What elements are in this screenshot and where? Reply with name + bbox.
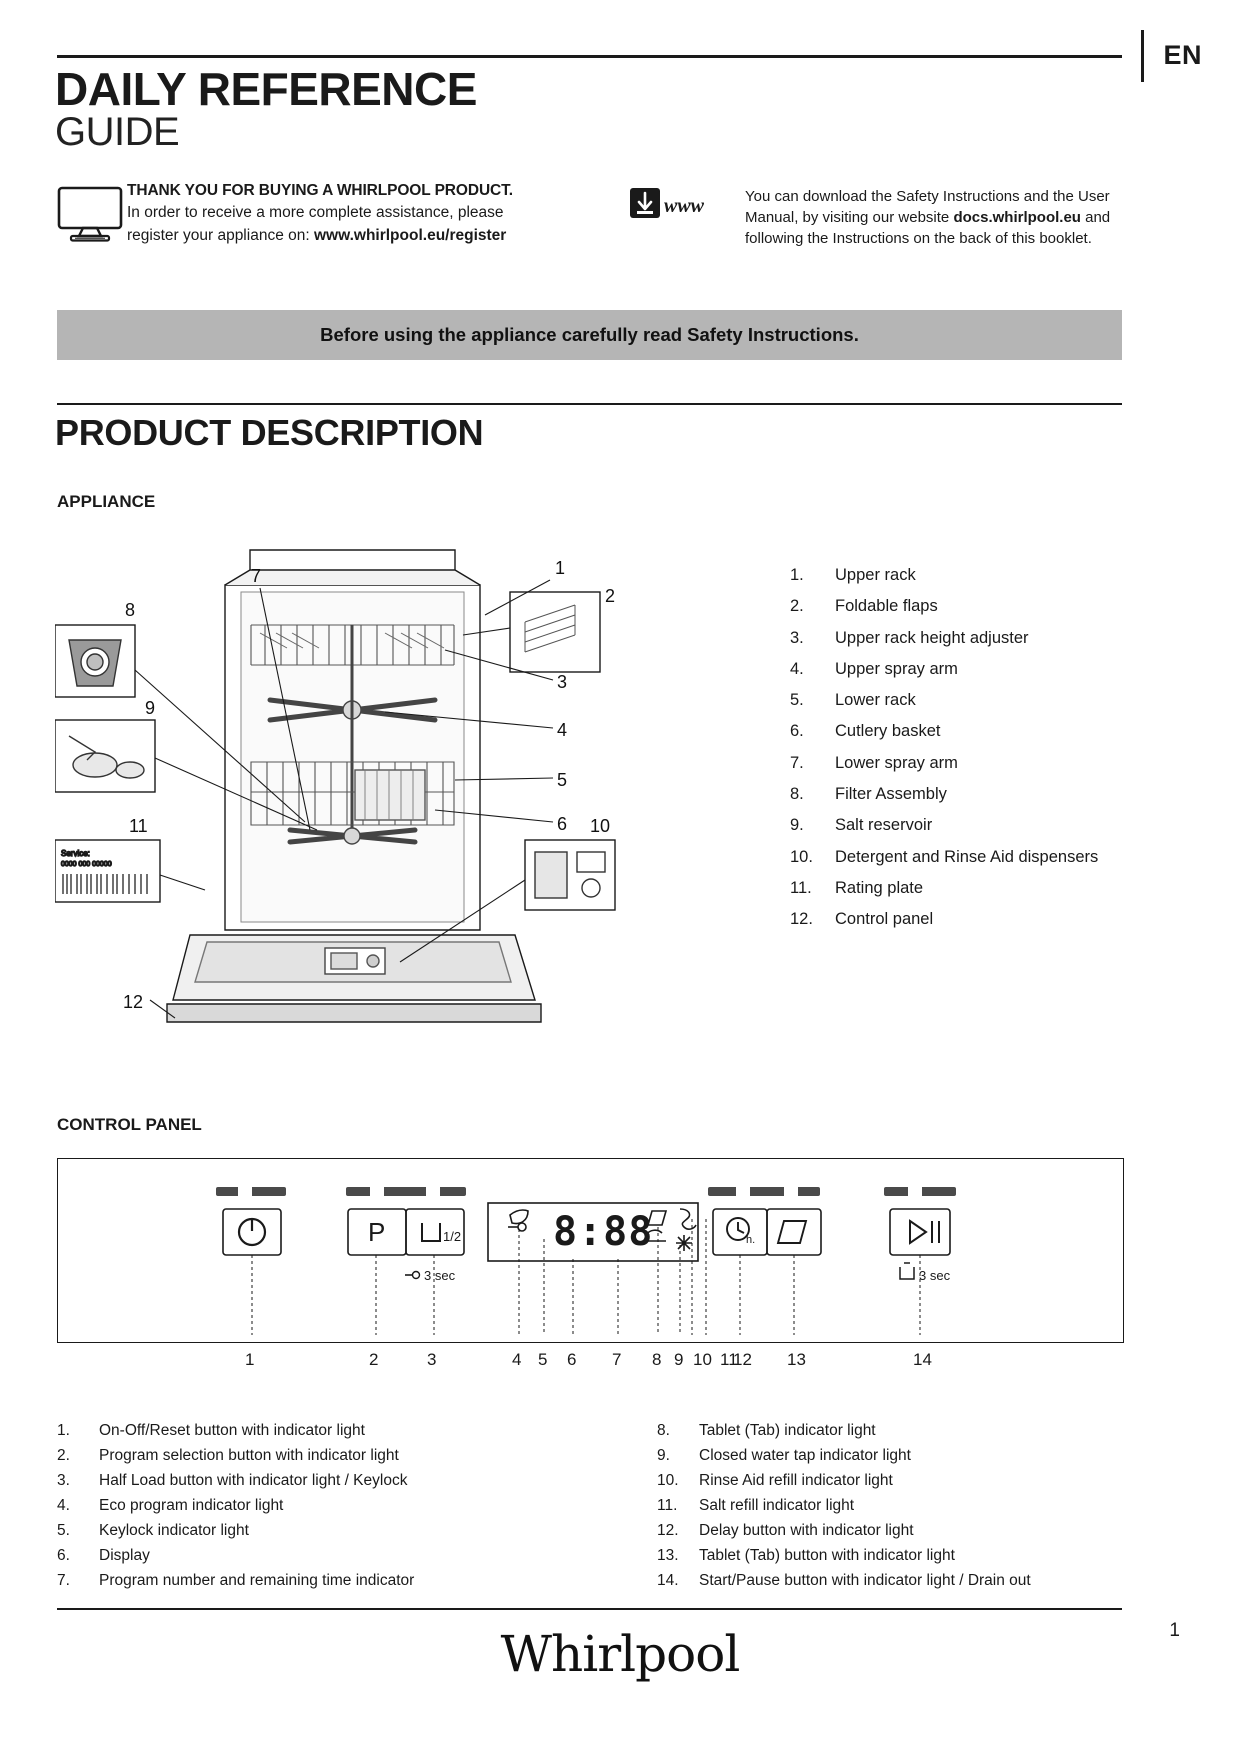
svg-text:4: 4	[557, 720, 568, 740]
item-label: Delay button with indicator light	[699, 1522, 914, 1539]
item-label: Filter Assembly	[835, 785, 947, 804]
item-label: Display	[99, 1547, 150, 1564]
list-item	[57, 1418, 577, 1443]
display-value: 8:88	[553, 1209, 654, 1255]
svg-text:1/2: 1/2	[443, 1229, 462, 1244]
svg-text:12: 12	[123, 992, 144, 1012]
item-label: Closed water tap indicator light	[699, 1447, 911, 1464]
item-label: Detergent and Rinse Aid dispensers	[835, 847, 1099, 866]
item-label: Salt reservoir	[835, 816, 933, 835]
appliance-diagram	[55, 530, 755, 1050]
list-item	[790, 779, 1130, 810]
callout-12: 12	[733, 1350, 752, 1369]
item-number: 3.	[57, 1472, 70, 1489]
item-label: Lower spray arm	[835, 753, 958, 772]
item-label: Rating plate	[835, 878, 924, 897]
control-panel-svg	[58, 1159, 1120, 1339]
item-label: Eco program indicator light	[99, 1497, 284, 1514]
item-number: 13.	[657, 1547, 679, 1564]
item-label: Upper rack	[835, 566, 916, 584]
callout-7: 7	[612, 1350, 622, 1369]
svg-text:3 sec: 3 sec	[919, 1268, 951, 1283]
svg-text:7: 7	[251, 566, 262, 586]
item-number: 12.	[657, 1522, 679, 1539]
download-text-3: following the Instructions on the back of this booklet.	[745, 230, 1092, 247]
callout-3: 3	[427, 1350, 437, 1369]
list-item	[790, 716, 1130, 747]
thank-you-text-1: In order to receive a more complete assistance, please	[127, 204, 504, 221]
item-label: Upper rack height adjuster	[835, 628, 1029, 647]
control-panel-graphic	[57, 1158, 1124, 1343]
list-item	[790, 560, 1130, 591]
callout-2: 2	[369, 1350, 379, 1369]
item-number: 2.	[790, 597, 804, 616]
item-number: 4.	[57, 1497, 70, 1514]
safety-banner	[57, 310, 1122, 360]
item-number: 9.	[790, 816, 804, 835]
svg-text:1: 1	[555, 558, 566, 578]
list-item	[790, 873, 1130, 904]
brand-logo	[0, 1625, 1240, 1683]
item-number: 1.	[57, 1422, 70, 1439]
item-number: 5.	[790, 691, 804, 710]
brand-text: Whirlpool	[500, 1625, 740, 1683]
item-label: Program selection button with indicator light	[99, 1447, 399, 1464]
list-item	[57, 1543, 577, 1568]
list-item	[57, 1493, 577, 1518]
item-label: Foldable flaps	[835, 597, 938, 616]
section-rule	[57, 403, 1122, 405]
item-number: 5.	[57, 1522, 70, 1539]
item-number: 11.	[790, 878, 812, 897]
list-item	[657, 1418, 1157, 1443]
list-item	[790, 591, 1130, 622]
list-item	[790, 654, 1130, 685]
item-label: Salt refill indicator light	[699, 1497, 855, 1514]
thank-you-block	[57, 182, 597, 246]
item-label: Program number and remaining time indicator	[99, 1572, 415, 1589]
callout-13: 13	[787, 1350, 806, 1369]
item-label: Keylock indicator light	[99, 1522, 249, 1539]
thank-you-title: THANK YOU FOR BUYING A WHIRLPOOL PRODUCT.	[127, 182, 513, 199]
svg-text:10: 10	[590, 816, 611, 836]
list-item	[657, 1568, 1157, 1593]
item-label: Half Load button with indicator light / Keylock	[99, 1472, 408, 1489]
callout-5: 5	[538, 1350, 548, 1369]
list-item	[790, 685, 1130, 716]
list-item	[57, 1568, 577, 1593]
list-item	[657, 1543, 1157, 1568]
svg-text:P: P	[368, 1217, 386, 1247]
list-item	[790, 904, 1130, 935]
item-number: 8.	[790, 785, 804, 804]
page-number: 1	[1169, 1620, 1180, 1641]
svg-text:Service:: Service:	[61, 849, 90, 858]
list-item	[790, 842, 1130, 873]
legend-left-column	[57, 1418, 577, 1593]
list-item	[657, 1443, 1157, 1468]
appliance-heading: APPLIANCE	[57, 492, 156, 511]
svg-text:8: 8	[125, 600, 136, 620]
download-text-2-pre: Manual, by visiting our website	[745, 209, 954, 226]
footer-rule	[57, 1608, 1122, 1610]
item-label: Tablet (Tab) indicator light	[699, 1422, 876, 1439]
item-label: Upper spray arm	[835, 659, 958, 678]
svg-text:www: www	[664, 195, 705, 217]
list-item	[57, 1468, 577, 1493]
list-item	[57, 1443, 577, 1468]
list-item	[790, 623, 1130, 654]
item-label: Rinse Aid refill indicator light	[699, 1472, 893, 1489]
item-label: On-Off/Reset button with indicator light	[99, 1422, 365, 1439]
callout-1: 1	[245, 1350, 255, 1369]
item-number: 11.	[657, 1497, 678, 1514]
item-number: 1.	[790, 566, 804, 584]
svg-text:3 sec: 3 sec	[424, 1268, 456, 1283]
list-item	[657, 1518, 1157, 1543]
svg-text:0000 000 00000: 0000 000 00000	[61, 861, 112, 868]
item-label: Start/Pause button with indicator light / Drain out	[699, 1572, 1031, 1589]
list-item	[57, 1518, 577, 1543]
callout-10: 10	[693, 1350, 712, 1369]
item-label: Lower rack	[835, 691, 916, 710]
list-item	[790, 748, 1130, 779]
item-number: 10.	[657, 1472, 679, 1489]
callout-9: 9	[674, 1350, 684, 1369]
item-number: 6.	[790, 722, 804, 741]
download-www-icon	[628, 186, 733, 222]
callout-8: 8	[652, 1350, 662, 1369]
download-block	[745, 186, 1125, 249]
item-number: 3.	[790, 628, 804, 647]
item-number: 12.	[790, 910, 813, 929]
page-title-line1: DAILY REFERENCE	[55, 63, 477, 115]
item-number: 7.	[790, 753, 804, 772]
item-number: 2.	[57, 1447, 70, 1464]
svg-text:5: 5	[557, 770, 568, 790]
item-label: Tablet (Tab) button with indicator light	[699, 1547, 955, 1564]
control-panel-callout-numbers	[57, 1350, 1122, 1376]
list-item	[790, 810, 1130, 841]
item-number: 7.	[57, 1572, 70, 1589]
svg-text:3: 3	[557, 672, 568, 692]
svg-text:h.: h.	[746, 1234, 756, 1246]
page-title-line2: GUIDE	[55, 110, 180, 154]
item-number: 8.	[657, 1422, 670, 1439]
item-label: Cutlery basket	[835, 722, 941, 741]
item-number: 10.	[790, 847, 813, 866]
svg-text:9: 9	[145, 698, 156, 718]
svg-text:6: 6	[557, 814, 568, 834]
callout-4: 4	[512, 1350, 522, 1369]
item-number: 6.	[57, 1547, 70, 1564]
svg-text:11: 11	[129, 816, 148, 836]
callout-11: 11	[720, 1350, 738, 1369]
thank-you-text-2: register your appliance on:	[127, 227, 310, 244]
control-panel-heading: CONTROL PANEL	[57, 1115, 202, 1134]
item-number: 14.	[657, 1572, 679, 1589]
item-number: 4.	[790, 659, 804, 678]
callout-14: 14	[913, 1350, 932, 1369]
legend-right-column	[657, 1418, 1157, 1593]
safety-banner-text: Before using the appliance carefully read Safety Instructions.	[320, 324, 859, 345]
docs-link[interactable]: docs.whirlpool.eu	[953, 209, 1081, 226]
appliance-parts-list	[790, 560, 1130, 936]
product-description-title: PRODUCT DESCRIPTION	[55, 412, 484, 453]
register-link[interactable]: www.whirlpool.eu/register	[313, 227, 507, 244]
list-item	[657, 1468, 1157, 1493]
header-rule	[57, 55, 1122, 58]
item-number: 9.	[657, 1447, 670, 1464]
svg-text:2: 2	[605, 586, 616, 606]
download-text-1: You can download the Safety Instructions and the User	[745, 188, 1110, 205]
language-code: EN	[1163, 40, 1202, 70]
download-text-2-post: and	[1080, 209, 1111, 226]
list-item	[657, 1493, 1157, 1518]
item-label: Control panel	[835, 910, 934, 929]
callout-6: 6	[567, 1350, 577, 1369]
language-divider	[1141, 30, 1144, 82]
